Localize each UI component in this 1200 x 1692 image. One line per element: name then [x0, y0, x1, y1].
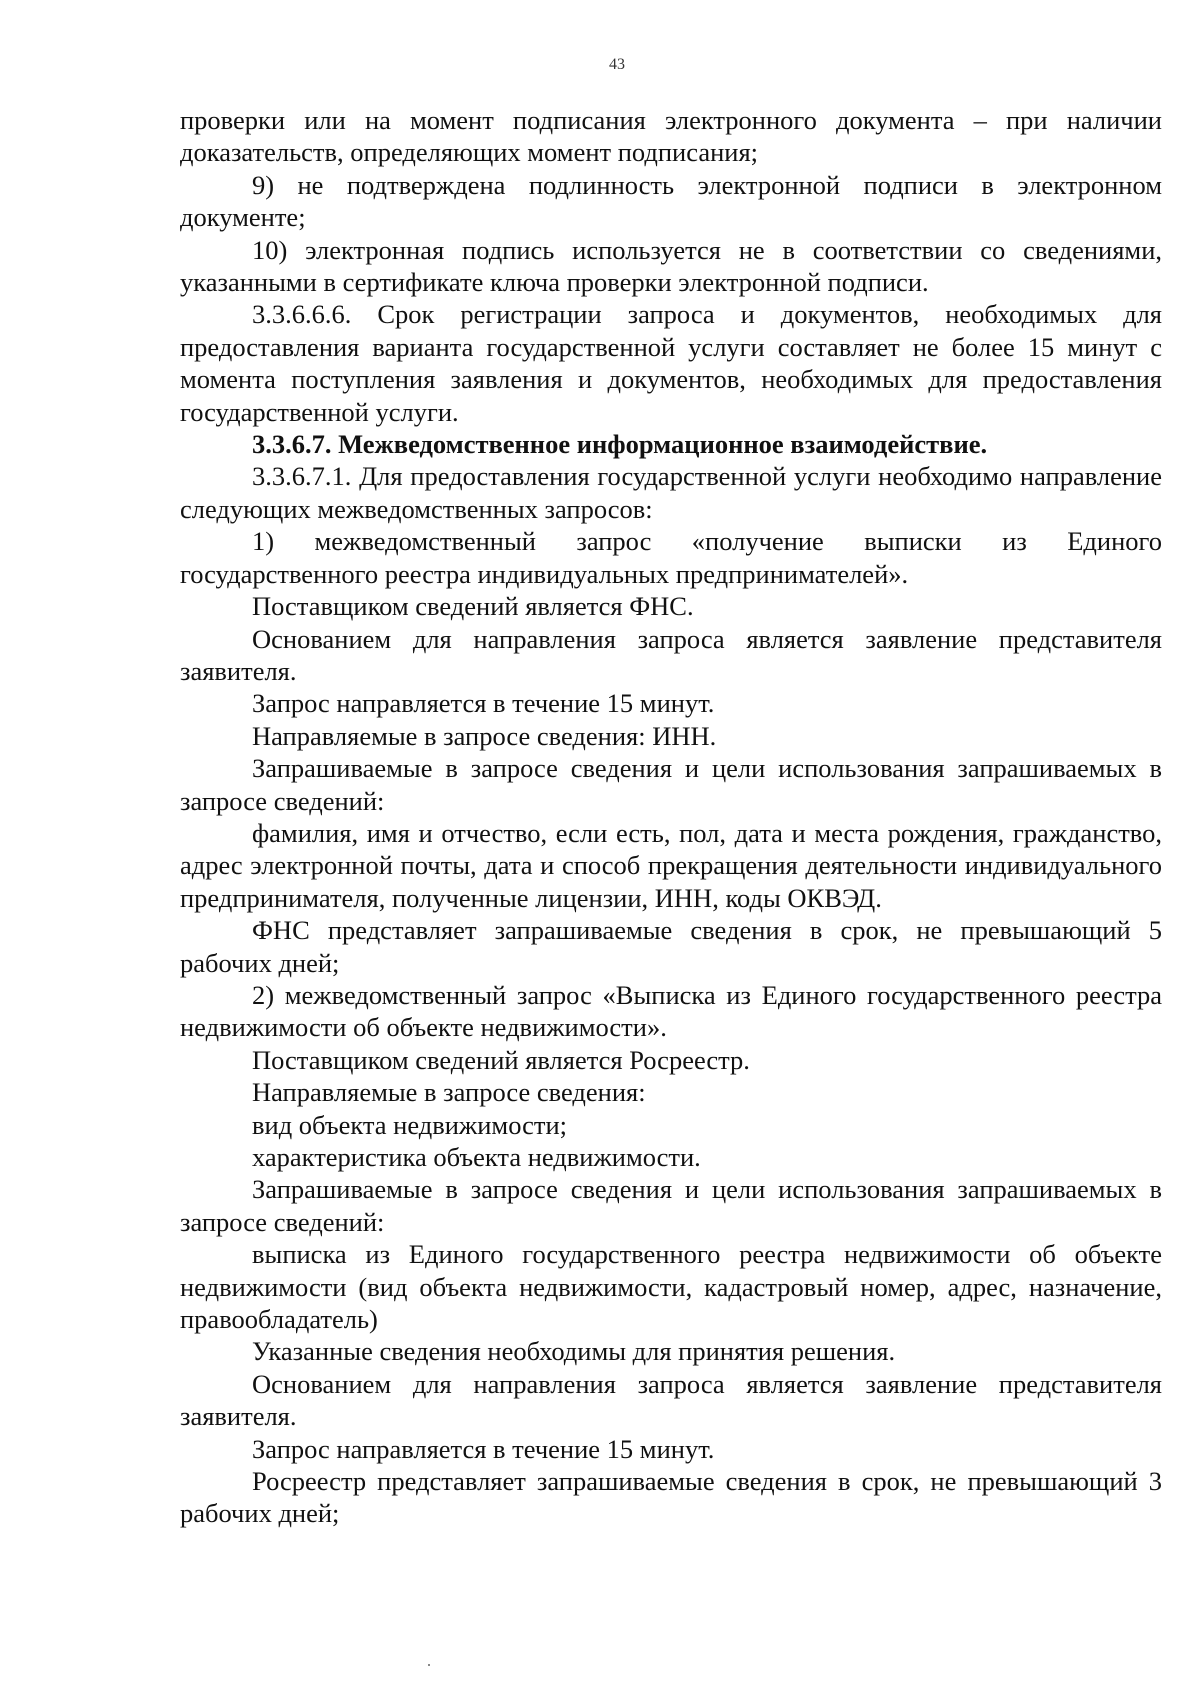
paragraph: Направляемые в запросе сведения:	[252, 1077, 646, 1108]
document-body	[180, 104, 1162, 1530]
paragraph: 2) межведомственный запрос «Выписка из Единого государственного реестра недвижимости об объекте недвижимости».	[180, 979, 1162, 1043]
paragraph: вид объекта недвижимости;	[252, 1109, 567, 1140]
paragraph: 3.3.6.6.6. Срок регистрации запроса и документов, необходимых для предоставления варианта государственной услуги составляет не более 15 минут с момента поступления заявления и документов, необходимых для предоставления государственной услуги.	[180, 299, 1162, 427]
paragraph: ФНС представляет запрашиваемые сведения в срок, не превышающий 5 рабочих дней;	[180, 915, 1162, 978]
paragraph: 9) не подтверждена подлинность электронной подписи в электронном документе;	[180, 169, 1162, 233]
scan-speck	[428, 1664, 430, 1666]
section-heading: 3.3.6.7. Межведомственное информационное взаимодействие.	[252, 429, 988, 460]
paragraph: Поставщиком сведений является ФНС.	[252, 591, 694, 622]
paragraph: Основанием для направления запроса является заявление представителя заявителя.	[180, 1368, 1162, 1432]
paragraph: Запрашиваемые в запросе сведения и цели использования запрашиваемых в запросе сведений:	[180, 1174, 1162, 1237]
paragraph: проверки или на момент подписания электронного документа – при наличии доказательств, определяющих момент подписания;	[180, 105, 1162, 168]
paragraph: Запрос направляется в течение 15 минут.	[252, 1433, 715, 1464]
paragraph: характеристика объекта недвижимости.	[252, 1142, 701, 1172]
paragraph: фамилия, имя и отчество, если есть, пол, дата и места рождения, гражданство, адрес электронной почты, дата и способ прекращения деятельности индивидуального предпринимателя, полученные лицензии, ИНН, коды ОКВЭД.	[180, 817, 1162, 913]
paragraph: Направляемые в запросе сведения: ИНН.	[252, 720, 717, 751]
paragraph: 10) электронная подпись используется не в соответствии со сведениями, указанными в сертификате ключа проверки электронной подписи.	[180, 234, 1162, 298]
paragraph: 3.3.6.7.1. Для предоставления государственной услуги необходимо направление следующих межведомственных запросов:	[180, 461, 1162, 524]
paragraph: Запрашиваемые в запросе сведения и цели использования запрашиваемых в запросе сведений:	[180, 753, 1162, 816]
paragraph: Запрос направляется в течение 15 минут.	[252, 688, 715, 719]
paragraph: Основанием для направления запроса является заявление представителя заявителя.	[180, 623, 1162, 686]
paragraph: Поставщиком сведений является Росреестр.	[252, 1044, 750, 1075]
paragraph: Росреестр представляет запрашиваемые сведения в срок, не превышающий 3 рабочих дней;	[180, 1466, 1162, 1529]
page-number: 43	[609, 56, 625, 73]
paragraph: 1) межведомственный запрос «получение выписки из Единого государственного реестра индивидуальных предпринимателей».	[180, 526, 1162, 589]
paragraph: выписка из Единого государственного реестра недвижимости об объекте недвижимости (вид объекта недвижимости, кадастровый номер, адрес, назначение, правообладатель)	[180, 1239, 1162, 1335]
paragraph: Указанные сведения необходимы для принятия решения.	[252, 1336, 896, 1367]
